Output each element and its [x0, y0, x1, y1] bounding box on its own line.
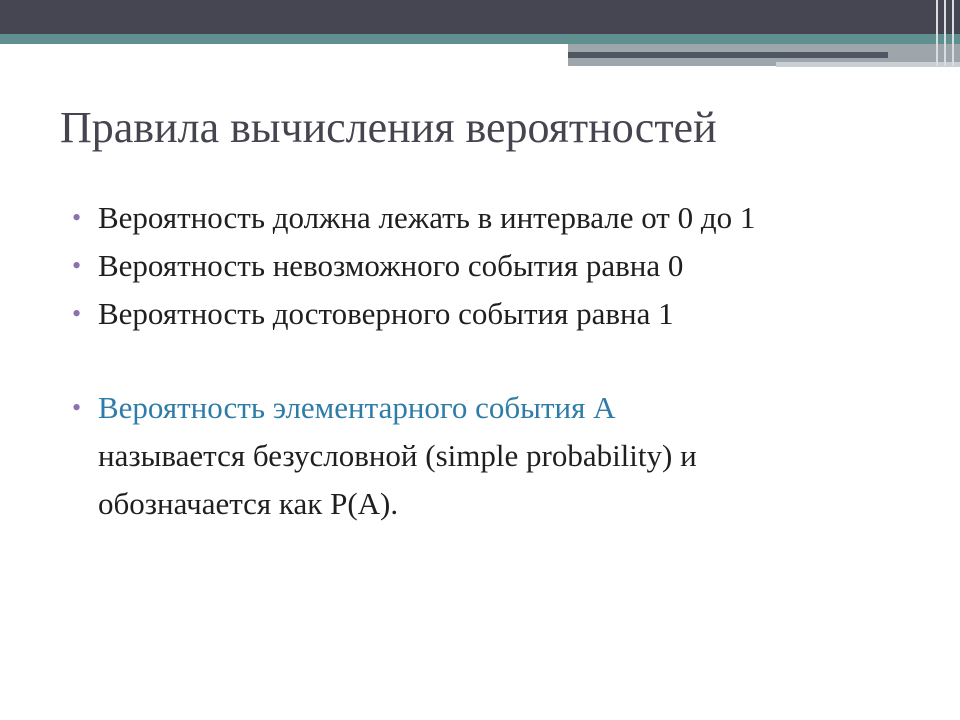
- bullet-item-3: [72, 290, 932, 338]
- bullet-spacer: [72, 338, 932, 384]
- header-bar-dark: [0, 0, 960, 34]
- bullet-text: Вероятность невозможного события равна 0: [98, 248, 684, 283]
- bullet-item-2: [72, 242, 932, 290]
- bullet-dot-icon: •: [72, 299, 82, 328]
- bullet-dot-icon: •: [72, 393, 82, 422]
- bullet-text: Вероятность должна лежать в интервале от 0 до 1: [98, 200, 756, 235]
- header-vertical-lines: [930, 0, 960, 66]
- header-accent-strip: [568, 52, 888, 58]
- slide-title: Правила вычисления вероятностей: [60, 103, 717, 152]
- bullet-list: [72, 194, 932, 528]
- header-bar-teal: [0, 34, 960, 44]
- bullet-text-line-3: обозначается как P(A).: [98, 486, 399, 521]
- bullet-dot-icon: •: [72, 251, 82, 280]
- bullet-text: Вероятность достоверного события равна 1: [98, 296, 674, 331]
- bullet-highlight-text: Вероятность элементарного события A: [98, 390, 616, 425]
- bullet-item-1: [72, 194, 932, 242]
- bullet-item-4: [72, 384, 932, 528]
- bullet-text-line-2: называется безусловной (simple probability) и: [98, 438, 697, 473]
- bullet-dot-icon: •: [72, 203, 82, 232]
